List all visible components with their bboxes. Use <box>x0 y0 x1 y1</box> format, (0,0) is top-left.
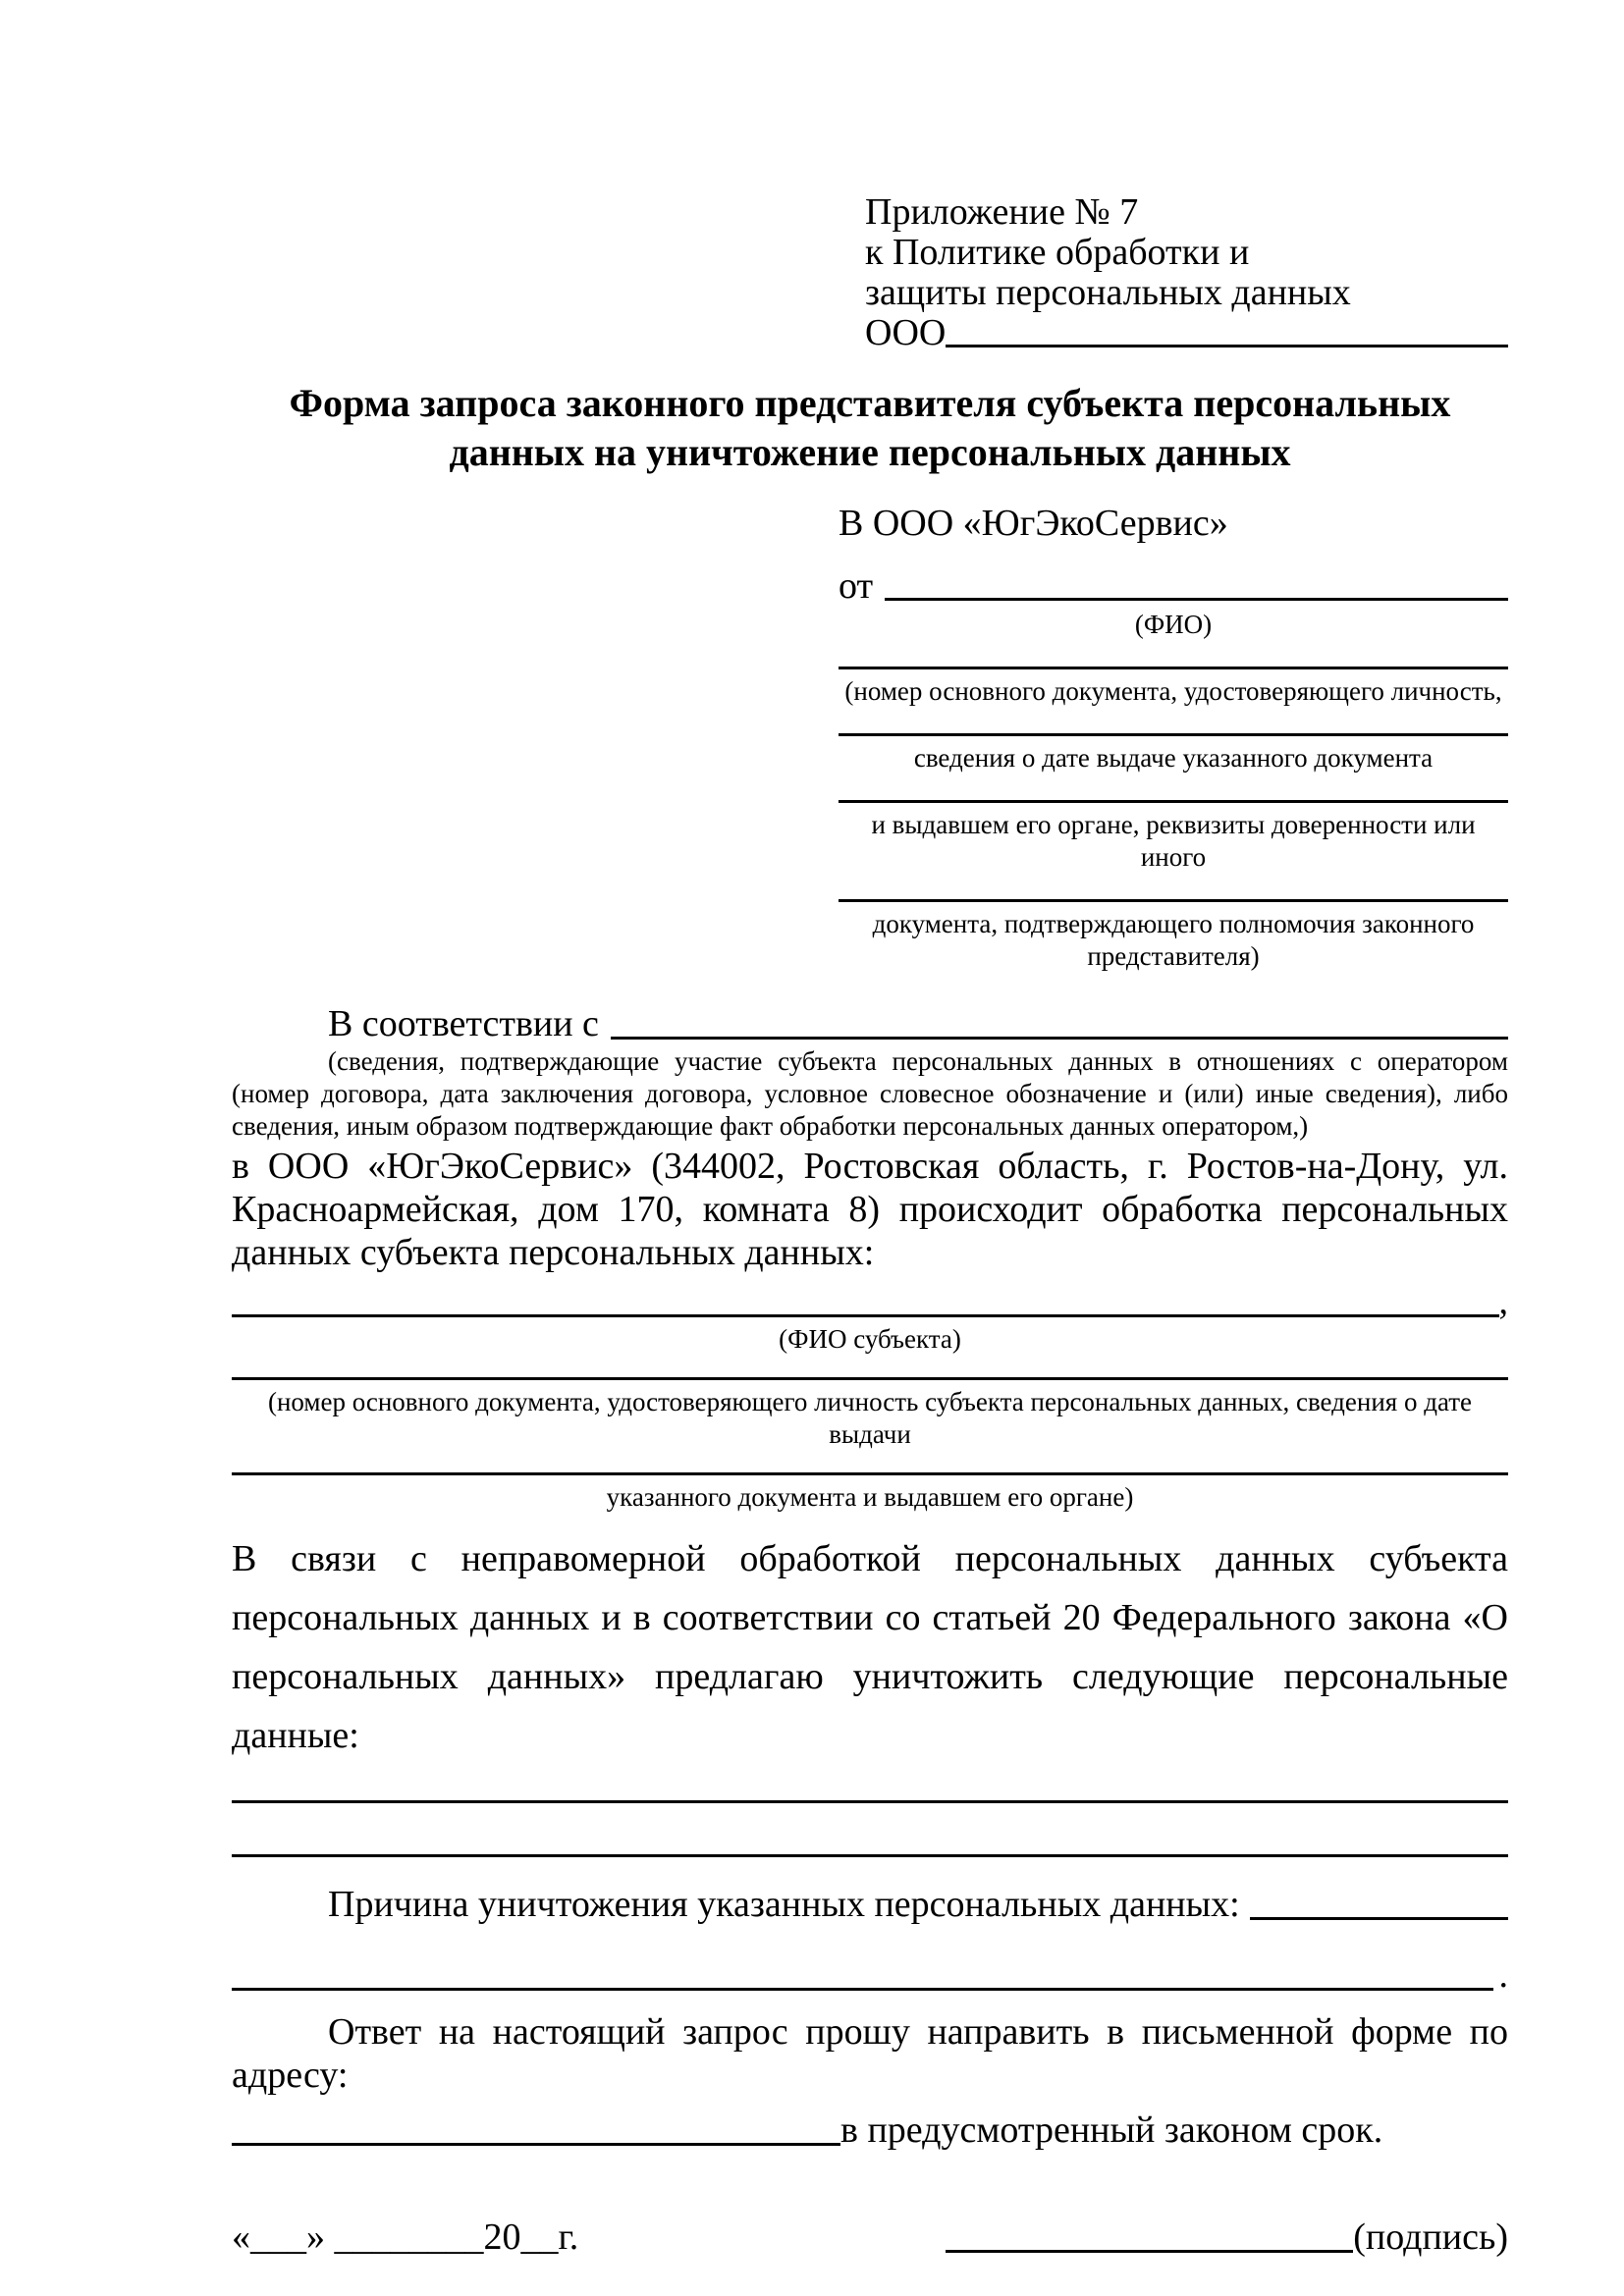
reply-paragraph: Ответ на настоящий запрос прошу направить в письменной форме по адресу: <box>232 2011 1508 2096</box>
company-blank-line <box>946 313 1508 347</box>
reason-continuation-field <box>232 1953 1508 1997</box>
from-label: от <box>839 565 874 607</box>
according-blank-line <box>611 1002 1508 1040</box>
representative-doc-blank-line-3 <box>839 800 1508 803</box>
annex-line-3: защиты персональных данных <box>865 272 1351 313</box>
representative-doc-field-2 <box>839 733 1508 774</box>
reason-continuation-blank-line <box>232 1953 1493 1991</box>
according-field <box>232 1002 1508 1045</box>
processing-paragraph: в ООО «ЮгЭкоСервис» (344002, Ростовская область, г. Ростов-на-Дону, ул. Красноармейская, дом 170, комната 8) происходит обработка персональных данных субъекта персональных данных: <box>232 1146 1508 1273</box>
reason-label: Причина уничтожения указанных персональных данных: <box>328 1884 1240 1925</box>
addressee-company: В ООО «ЮгЭкоСервис» <box>839 503 1228 544</box>
subject-doc-caption-2: указанного документа и выдавшем его органе) <box>606 1482 1134 1512</box>
reply-address-blank-line <box>232 2109 840 2146</box>
representative-doc-blank-line-1 <box>839 667 1508 669</box>
fio-caption: (ФИО) <box>1134 610 1213 639</box>
from-field <box>839 565 1508 607</box>
signature-caption: (подпись) <box>1353 2216 1508 2258</box>
representative-doc-caption-1: (номер основного документа, удостоверяющего личность, <box>844 676 1502 706</box>
according-note: (сведения, подтверждающие участие субъекта персональных данных в отношениях с оператором (номер договора, дата заключения договора, условное словесное обозначение и (или) иные сведения), либо сведения, иным образом подтверждающие факт обработки персональных данных оператором,) <box>232 1046 1508 1141</box>
subject-comma: , <box>1498 1281 1508 1322</box>
annex-note <box>865 192 1508 353</box>
representative-doc-blank-line-2 <box>839 733 1508 736</box>
subject-doc-field-1 <box>232 1377 1508 1451</box>
form-title: Форма запроса законного представителя субъекта персональных данных на уничтожение персональных данных <box>289 381 1451 474</box>
representative-doc-caption-2: сведения о дате выдаче указанного документа <box>913 743 1434 773</box>
subject-fio-field <box>232 1280 1508 1323</box>
signature-blank-line <box>946 2215 1353 2253</box>
subject-doc-field-2 <box>232 1472 1508 1514</box>
representative-doc-field-3 <box>839 800 1508 874</box>
subject-fio-blank-line <box>232 1280 1499 1317</box>
reason-blank-line <box>1250 1883 1508 1920</box>
reason-field <box>232 1883 1508 1926</box>
addressee-block <box>839 503 1508 973</box>
representative-doc-caption-4: документа, подтверждающего полномочия законного представителя) <box>872 909 1475 971</box>
according-label: В соответствии с <box>328 1003 599 1044</box>
date-field: «___» ________20__г. <box>232 2216 579 2258</box>
subject-doc-blank-line-2 <box>232 1472 1508 1475</box>
annex-company-prefix: ООО <box>865 312 947 353</box>
reason-period: . <box>1498 1954 1508 1996</box>
reply-address-field <box>232 2109 1508 2152</box>
signature-field <box>946 2215 1508 2260</box>
representative-doc-blank-line-4 <box>839 899 1508 902</box>
annex-line-2: к Политике обработки и <box>865 232 1250 273</box>
data-blank-line-1 <box>232 1800 1508 1803</box>
subject-fio-caption: (ФИО субъекта) <box>779 1324 961 1354</box>
subject-doc-caption-1: (номер основного документа, удостоверяющего личность субъекта персональных данных, сведения о дате выдачи <box>267 1387 1473 1449</box>
representative-doc-caption-3: и выдавшем его органе, реквизиты доверенности или иного <box>871 810 1476 872</box>
footer <box>232 2215 1508 2260</box>
representative-doc-field-4 <box>839 899 1508 973</box>
from-blank-line <box>885 565 1508 601</box>
data-blank-line-2 <box>232 1854 1508 1857</box>
representative-doc-field-1 <box>839 667 1508 708</box>
reply-suffix: в предусмотренный законом срок. <box>840 2109 1383 2151</box>
annex-line-1: Приложение № 7 <box>865 191 1139 233</box>
subject-doc-blank-line-1 <box>232 1377 1508 1380</box>
request-paragraph: В связи с неправомерной обработкой персональных данных субъекта персональных данных и в соответствии со статьей 20 Федерального закона «О персональных данных» предлагаю уничтожить следующие персональные данные: <box>232 1538 1508 1756</box>
annex-company-field <box>865 313 1508 353</box>
